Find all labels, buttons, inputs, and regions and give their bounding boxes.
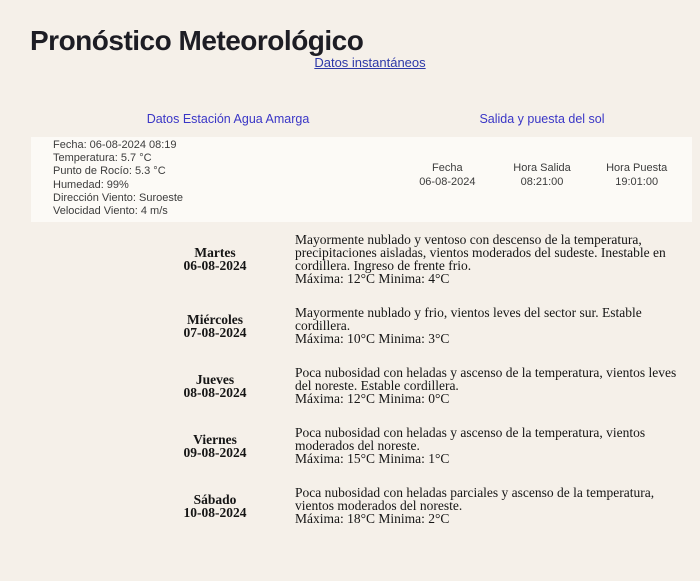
forecast-row-tuesday — [150, 233, 690, 285]
forecast-day-date: 06-08-2024 — [183, 258, 247, 273]
forecast-description-cell — [295, 233, 690, 285]
forecast-description-text: Mayormente nublado y frio, vientos leves del sector sur. Estable cordillera. — [295, 305, 642, 333]
forecast-row-saturday — [150, 486, 690, 525]
forecast-row-friday — [150, 426, 690, 465]
station-data-block — [53, 139, 183, 218]
forecast-description-cell — [295, 426, 690, 465]
sun-section-heading: Salida y puesta del sol — [479, 112, 605, 126]
page-title: Pronóstico Meteorológico — [30, 24, 364, 56]
sun-col-date-value: 06-08-2024 — [419, 176, 476, 188]
station-temperature-line: Temperatura: 5.7 °C — [53, 152, 152, 165]
forecast-description-text: Mayormente nublado y ventoso con descenso de la temperatura, precipitaciones aisladas, vientos moderados del sudeste. Inestable en cordillera. Ingreso de frente frio. — [295, 232, 666, 273]
forecast-day-name: Martes — [194, 245, 236, 260]
forecast-day-name: Sábado — [193, 491, 237, 507]
forecast-row-thursday — [150, 366, 690, 405]
forecast-day-cell — [150, 313, 280, 339]
forecast-minmax-text: Máxima: 10°C Minima: 3°C — [295, 331, 450, 346]
forecast-day-cell — [150, 373, 280, 399]
station-humidity-line: Humedad: 99% — [53, 178, 129, 191]
forecast-day-name: Viernes — [193, 431, 237, 447]
station-dewpoint-line: Punto de Rocío: 5.3 °C — [53, 165, 166, 178]
forecast-day-cell — [150, 433, 280, 459]
sun-col-sunset — [589, 161, 684, 189]
instant-data-link-row — [40, 54, 700, 72]
forecast-table — [150, 233, 690, 546]
station-wind-direction-line: Dirección Viento: Suroeste — [53, 191, 184, 204]
forecast-minmax-text: Máxima: 12°C Minima: 4°C — [295, 271, 450, 286]
forecast-day-date: 10-08-2024 — [183, 504, 247, 520]
station-section-heading: Datos Estación Agua Amarga — [146, 112, 310, 126]
sun-col-sunset-value: 19:01:00 — [615, 176, 659, 188]
forecast-description-text: Poca nubosidad con heladas parciales y ascenso de la temperatura, vientos moderados del noreste. — [295, 485, 655, 513]
forecast-minmax-text: Máxima: 15°C Minima: 1°C — [295, 451, 450, 466]
forecast-description-text: Poca nubosidad con heladas y ascenso de la temperatura, vientos moderados del noreste. — [295, 425, 646, 453]
forecast-description-cell — [295, 366, 690, 405]
instant-data-link[interactable]: Datos instantáneos — [314, 55, 426, 70]
station-date-line: Fecha: 06-08-2024 08:19 — [53, 139, 177, 151]
forecast-day-name: Jueves — [195, 371, 235, 387]
forecast-day-cell — [150, 246, 280, 272]
station-wind-speed-line: Velocidad Viento: 4 m/s — [53, 205, 168, 218]
forecast-minmax-text: Máxima: 18°C Minima: 2°C — [295, 511, 450, 526]
sun-col-date-header: Fecha — [432, 162, 463, 174]
forecast-row-wednesday — [150, 306, 690, 345]
forecast-day-cell — [150, 493, 280, 519]
forecast-description-cell — [295, 486, 690, 525]
sun-col-sunrise-value: 08:21:00 — [520, 176, 564, 188]
sun-col-sunrise-header: Hora Salida — [513, 162, 571, 174]
sun-col-sunrise — [495, 161, 590, 189]
forecast-day-date: 09-08-2024 — [183, 444, 247, 460]
forecast-day-date: 07-08-2024 — [183, 324, 247, 340]
forecast-description-text: Poca nubosidad con heladas y ascenso de la temperatura, vientos leves del noreste. Estable cordillera. — [295, 365, 677, 393]
sun-col-date — [400, 161, 495, 189]
forecast-minmax-text: Máxima: 12°C Minima: 0°C — [295, 391, 450, 406]
sun-col-sunset-header: Hora Puesta — [606, 162, 668, 174]
sun-table — [400, 161, 684, 189]
forecast-day-date: 08-08-2024 — [183, 384, 247, 400]
forecast-description-cell — [295, 306, 690, 345]
forecast-day-name: Miércoles — [187, 311, 243, 327]
